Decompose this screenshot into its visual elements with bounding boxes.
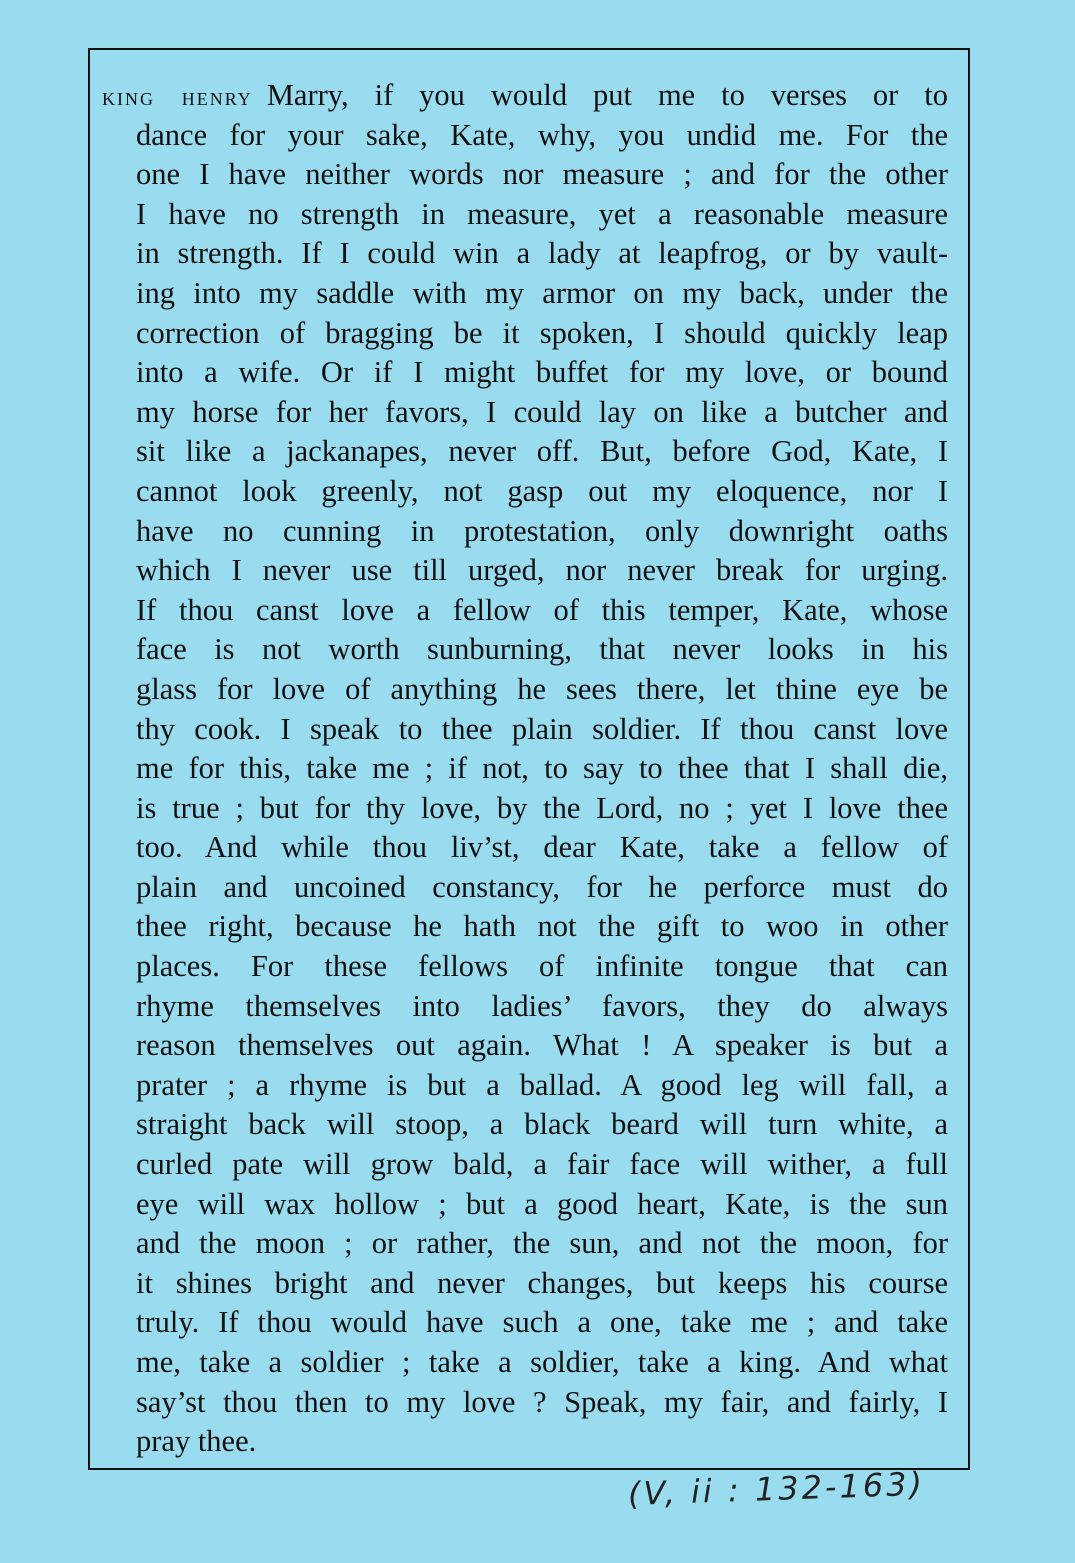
speech-line: I have no strength in measure, yet a reasonable measure xyxy=(136,196,948,231)
speaker-name: king henry xyxy=(102,82,253,111)
speech-line: me, take a soldier ; take a soldier, take a king. And what xyxy=(136,1345,948,1379)
speech-line: truly. If thou would have such a one, take me ; and take xyxy=(136,1305,948,1340)
speech-line: correction of bragging be it spoken, I should quickly leap xyxy=(136,315,948,350)
speech-line: eye will wax hollow ; but a good heart, Kate, is the sun xyxy=(136,1186,948,1221)
speech-line: is true ; but for thy love, by the Lord, no ; yet I love thee xyxy=(136,790,948,825)
speech-line: rhyme themselves into ladies’ favors, they do always xyxy=(136,988,948,1023)
speech-line: my horse for her favors, I could lay on like a butcher and xyxy=(136,394,948,429)
speech-line: reason themselves out again. What ! A speaker is but a xyxy=(136,1028,948,1063)
speech-line: curled pate will grow bald, a fair face will wither, a full xyxy=(136,1147,948,1182)
speech-line: say’st thou then to my love ? Speak, my fair, and fairly, I xyxy=(136,1384,948,1419)
speech-line: sit like a jackanapes, never off. But, before God, Kate, I xyxy=(136,434,948,469)
speech-line: straight back will stoop, a black beard will turn white, a xyxy=(136,1107,948,1142)
speech-line: thee right, because he hath not the gift to woo in other xyxy=(136,909,948,944)
speech-line: prater ; a rhyme is but a ballad. A good leg will fall, a xyxy=(136,1067,948,1102)
handwritten-citation: (V, ii : 132-163) xyxy=(627,1464,926,1513)
speech-line: pray thee. xyxy=(136,1424,257,1459)
speech-line xyxy=(100,76,948,116)
speech-line: thy cook. I speak to thee plain soldier. If thou canst love xyxy=(136,711,948,746)
speech-line: face is not worth sunburning, that never looks in his xyxy=(136,632,948,667)
speech-line: If thou canst love a fellow of this temper, Kate, whose xyxy=(136,592,948,627)
speech-line: plain and uncoined constancy, for he perforce must do xyxy=(136,869,948,904)
speech-line: it shines bright and never changes, but keeps his course xyxy=(136,1265,948,1300)
speech-line: places. For these fellows of infinite tongue that can xyxy=(136,949,948,984)
speech-line: into a wife. Or if I might buffet for my love, or bound xyxy=(136,355,948,390)
speech-line: in strength. If I could win a lady at leapfrog, or by vault- xyxy=(136,236,948,271)
speech-line: which I never use till urged, nor never break for urging. xyxy=(136,553,948,588)
speech-line: and the moon ; or rather, the sun, and not the moon, for xyxy=(136,1226,948,1261)
speech-line-text: Marry, if you would put me to verses or to xyxy=(266,78,948,112)
speech-line: dance for your sake, Kate, why, you undid me. For the xyxy=(136,117,948,152)
speech-line: glass for love of anything he sees there, let thine eye be xyxy=(136,671,948,706)
speech-block xyxy=(100,76,960,1462)
speech-line: have no cunning in protestation, only downright oaths xyxy=(136,513,948,548)
speech-line: too. And while thou liv’st, dear Kate, take a fellow of xyxy=(136,830,948,865)
speech-line: me for this, take me ; if not, to say to thee that I shall die, xyxy=(136,751,948,786)
speech-line: ing into my saddle with my armor on my back, under the xyxy=(136,275,948,310)
speech-line: cannot look greenly, not gasp out my eloquence, nor I xyxy=(136,473,948,508)
speech-line: one I have neither words nor measure ; and for the other xyxy=(136,157,948,192)
